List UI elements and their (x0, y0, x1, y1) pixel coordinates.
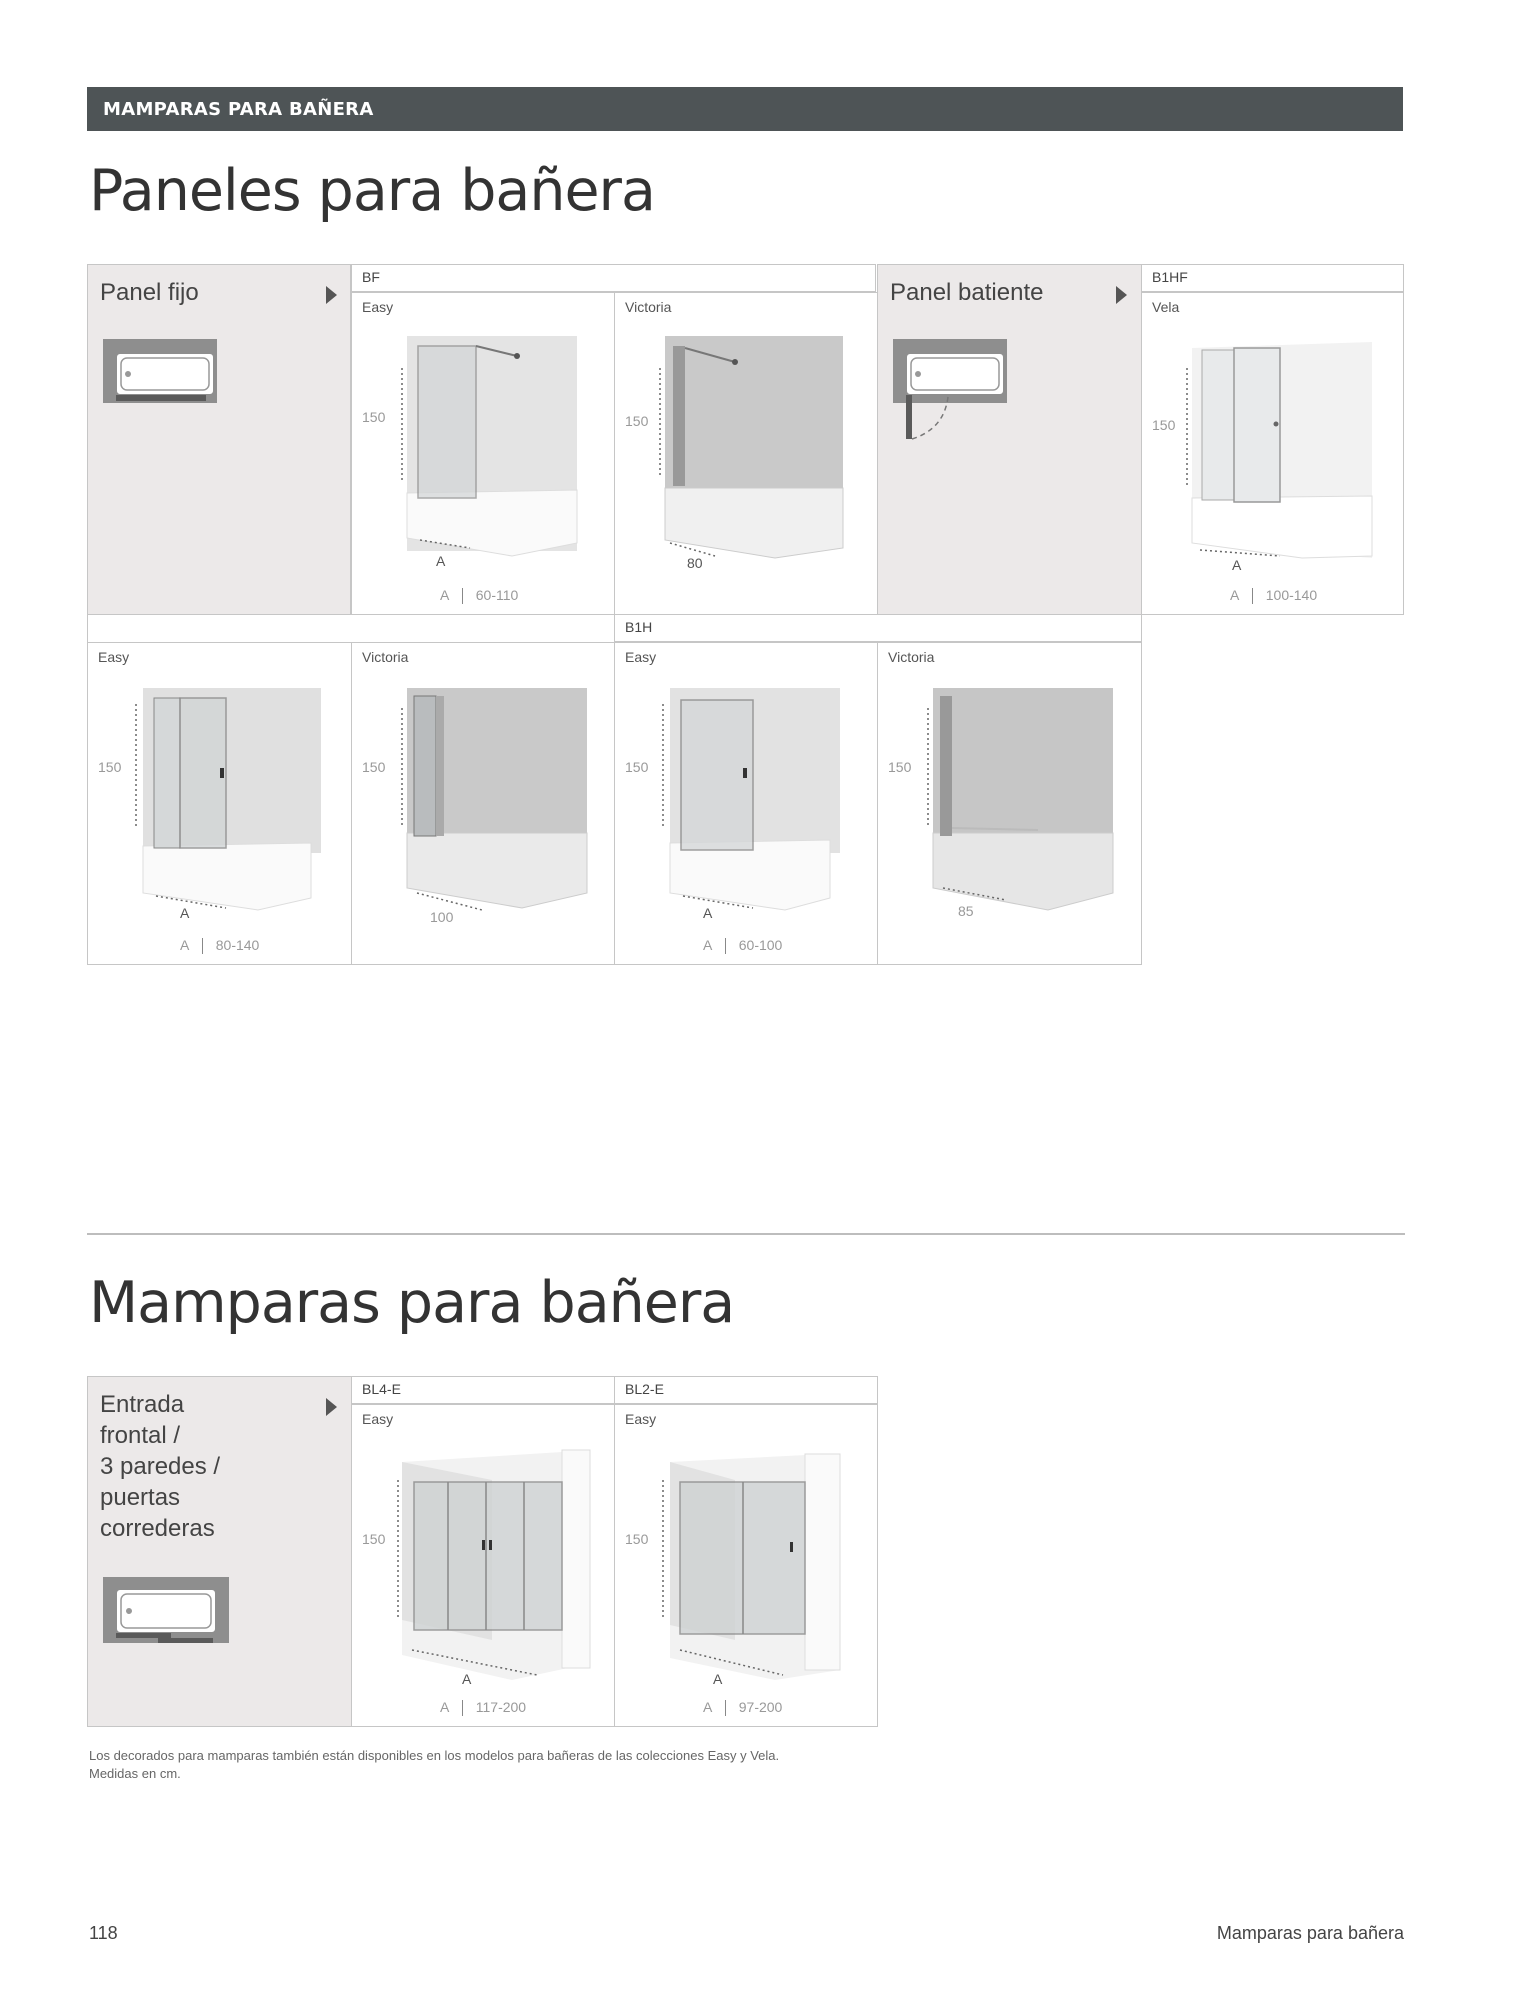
range-value: 97-200 (738, 1699, 783, 1715)
range-value: 60-100 (738, 937, 783, 953)
page-number: 118 (89, 1923, 118, 1943)
category-title-line: puertas (100, 1484, 181, 1511)
category-entrada-frontal (87, 1376, 352, 1727)
width-label: A (436, 553, 446, 569)
series-label: Victoria (888, 649, 935, 665)
height-label: 150 (362, 1531, 386, 1547)
category-title: Panel fijo (100, 279, 199, 306)
sliding-screen-product-image (362, 1440, 602, 1680)
height-label: 150 (362, 759, 386, 775)
category-title: Panel batiente (890, 279, 1044, 306)
group-header-b1h (614, 614, 1142, 642)
range-label: A (440, 587, 450, 603)
range-value: 80-140 (215, 937, 260, 953)
category-panel-batiente (877, 264, 1142, 615)
series-label: Easy (625, 649, 657, 665)
group-header-bl2e (614, 1376, 878, 1404)
width-label: A (713, 1671, 723, 1687)
bathtub-fixed-panel-diagram-icon (102, 337, 220, 407)
group-header-b1hf (1141, 264, 1404, 292)
width-label: A (1232, 557, 1242, 573)
series-label: Easy (625, 1411, 657, 1427)
width-label: A (180, 905, 190, 921)
product-card-b1h-easy (614, 642, 878, 965)
category-title-line: frontal / (100, 1422, 181, 1449)
section1-title: Paneles para bañera (89, 158, 655, 224)
product-code: BL4-E (362, 1381, 401, 1397)
series-label: Easy (362, 1411, 394, 1427)
bathtub-swing-panel-diagram-icon (892, 337, 1010, 447)
product-card-b1h-left-easy (87, 642, 352, 965)
category-title (100, 1389, 220, 1544)
group-header-bf (351, 264, 876, 292)
shower-screen-product-image (98, 678, 338, 918)
product-code: B1H (625, 619, 653, 635)
shower-screen-product-image (888, 678, 1128, 918)
product-code: B1HF (1152, 269, 1188, 285)
play-arrow-icon (326, 286, 337, 304)
product-card-bl2e-easy (614, 1404, 878, 1727)
range-label: A (703, 1699, 713, 1715)
range-value: 100-140 (1265, 587, 1318, 603)
range-divider (725, 938, 727, 954)
group-header-bl4e (351, 1376, 615, 1404)
range-value: 117-200 (475, 1699, 527, 1715)
category-title-line: 3 paredes / (100, 1453, 221, 1480)
play-arrow-icon (1116, 286, 1127, 304)
height-label: 150 (362, 409, 386, 425)
series-label: Victoria (625, 299, 672, 315)
width-range (180, 937, 259, 955)
width-label: A (462, 1671, 472, 1687)
product-card-b1h-victoria (877, 642, 1142, 965)
width-range (1230, 587, 1317, 605)
section-divider (87, 1233, 1405, 1235)
category-title-line: correderas (100, 1515, 215, 1542)
height-label: 150 (98, 759, 122, 775)
width-range (703, 1699, 782, 1717)
height-label: 150 (1152, 417, 1176, 433)
section2-title: Mamparas para bañera (89, 1270, 735, 1336)
series-label: Easy (98, 649, 130, 665)
note-units: Medidas en cm. (89, 1766, 181, 1781)
product-card-b1hf-vela (1141, 292, 1404, 615)
product-code: BL2-E (625, 1381, 664, 1397)
height-label: 150 (625, 1531, 649, 1547)
category-title-line: Entrada (100, 1391, 185, 1418)
width-label: 85 (958, 903, 974, 919)
width-range (703, 937, 782, 955)
series-label: Victoria (362, 649, 409, 665)
shower-screen-product-image (625, 678, 865, 918)
width-range (440, 587, 518, 605)
shower-screen-product-image (362, 678, 602, 918)
range-divider (202, 938, 204, 954)
range-label: A (1230, 587, 1240, 603)
range-divider (462, 588, 464, 604)
series-label: Easy (362, 299, 394, 315)
product-card-bf-victoria (614, 292, 878, 615)
product-card-bf-easy (351, 292, 615, 615)
width-label: 80 (687, 555, 703, 571)
range-divider (462, 1700, 464, 1716)
section-header-bar (87, 87, 1403, 131)
note-decorations: Los decorados para mamparas también están disponibles en los modelos para bañeras de las colecciones Easy y Vela. (89, 1748, 780, 1763)
row2-header-empty (87, 614, 615, 642)
shower-panel-product-image (362, 328, 602, 568)
product-code: BF (362, 269, 380, 285)
range-divider (725, 1700, 727, 1716)
category-panel-fijo (87, 264, 351, 615)
sliding-screen-product-image (625, 1440, 865, 1680)
bathtub-sliding-doors-diagram-icon (102, 1575, 232, 1647)
range-label: A (180, 937, 190, 953)
width-label: 100 (430, 909, 454, 925)
height-label: 150 (625, 759, 649, 775)
section-header-label: MAMPARAS PARA BAÑERA (103, 99, 374, 120)
product-card-b1h-left-victoria (351, 642, 615, 965)
shower-panel-product-image (625, 328, 865, 568)
series-label: Vela (1152, 299, 1180, 315)
width-label: A (703, 905, 713, 921)
footer-section-name: Mamparas para bañera (1216, 1923, 1404, 1943)
height-label: 150 (625, 413, 649, 429)
product-card-bl4e-easy (351, 1404, 615, 1727)
width-range (440, 1699, 526, 1717)
shower-panel-product-image (1152, 328, 1392, 568)
range-value: 60-110 (475, 587, 519, 603)
range-divider (1252, 588, 1254, 604)
range-label: A (703, 937, 713, 953)
height-label: 150 (888, 759, 912, 775)
range-label: A (440, 1699, 450, 1715)
play-arrow-icon (326, 1398, 337, 1416)
